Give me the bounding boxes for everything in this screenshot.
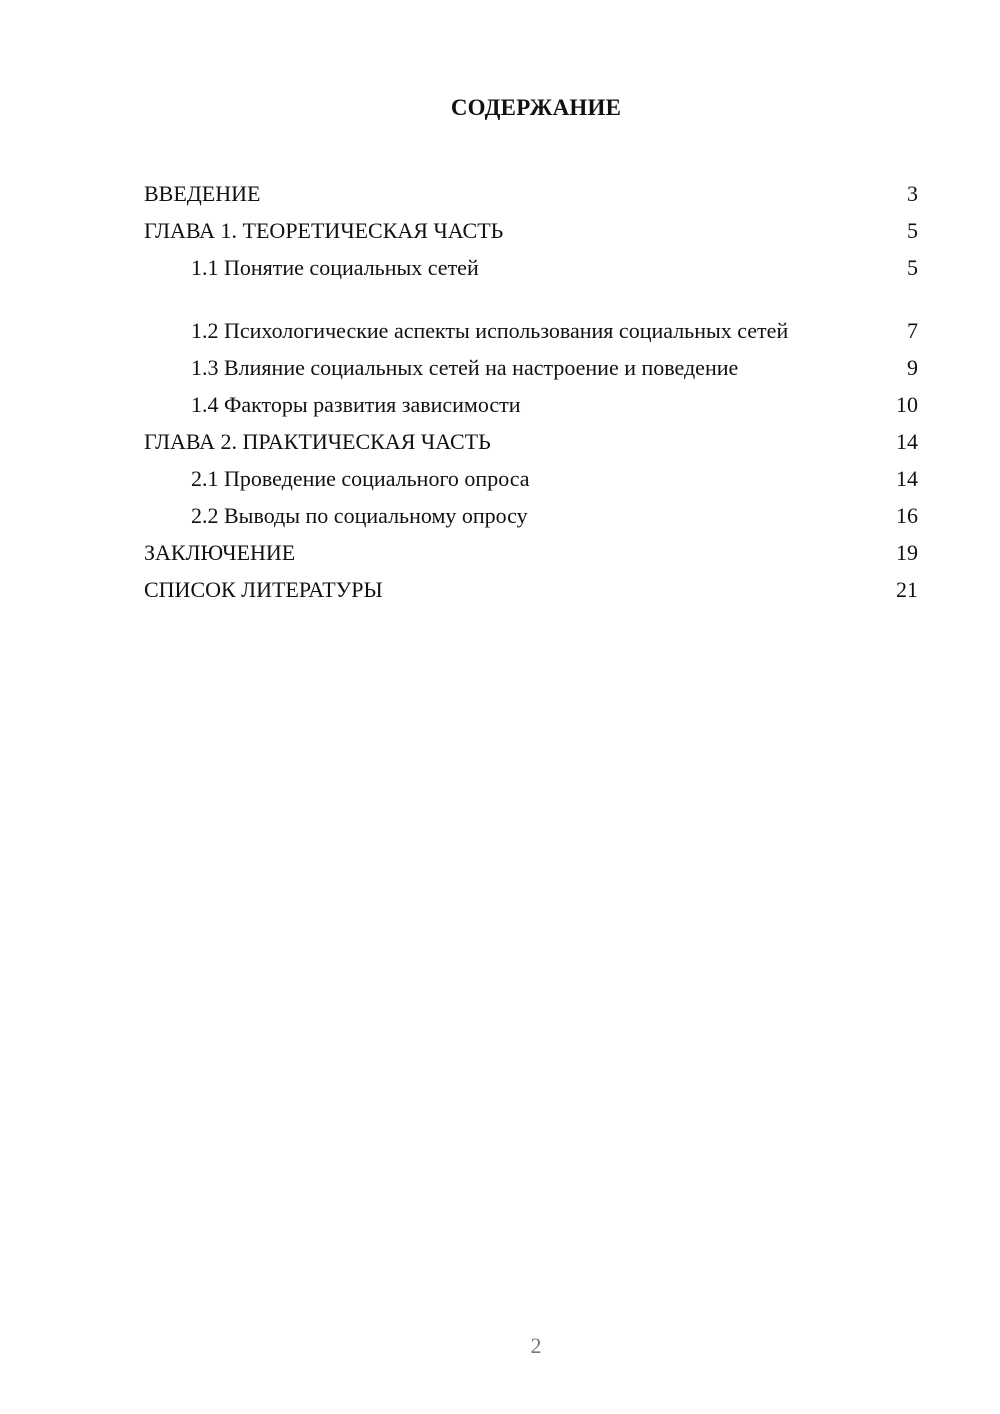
toc-entry-label: 1.2 Психологические аспекты использования социальных сетей xyxy=(191,318,789,343)
toc-entry-section-1-4[interactable] xyxy=(144,381,918,418)
toc-entry-label: СПИСОК ЛИТЕРАТУРЫ xyxy=(144,577,383,602)
toc-entry-label: 1.3 Влияние социальных сетей на настроение и поведение xyxy=(191,355,739,380)
toc-entry-page: 10 xyxy=(896,392,918,417)
toc-entry-label: 2.1 Проведение социального опроса xyxy=(191,466,530,491)
toc-entry-section-1-3[interactable] xyxy=(144,344,918,381)
page-number: 2 xyxy=(530,1333,542,1358)
toc-entry-page: 14 xyxy=(896,429,918,454)
toc-entry-conclusion[interactable] xyxy=(144,529,918,566)
toc-entry-chapter-1[interactable] xyxy=(144,207,918,244)
toc-entry-label: ГЛАВА 2. ПРАКТИЧЕСКАЯ ЧАСТЬ xyxy=(144,429,491,454)
toc-entry-section-2-1[interactable] xyxy=(144,455,918,492)
toc-entry-page: 5 xyxy=(907,218,918,243)
toc-entry-label: 2.2 Выводы по социальному опросу xyxy=(191,503,528,528)
toc-entry-label: 1.1 Понятие социальных сетей xyxy=(191,255,479,280)
toc-entry-label: ВВЕДЕНИЕ xyxy=(144,181,261,206)
toc-entry-section-2-2[interactable] xyxy=(144,492,918,529)
toc-entry-section-1-2[interactable] xyxy=(144,281,918,344)
toc-entry-label: ЗАКЛЮЧЕНИЕ xyxy=(144,540,296,565)
toc-entry-introduction[interactable] xyxy=(144,170,918,207)
toc-entry-page: 19 xyxy=(896,540,918,565)
toc-entry-chapter-2[interactable] xyxy=(144,418,918,455)
toc-entry-page: 3 xyxy=(907,181,918,206)
table-of-contents xyxy=(144,170,918,603)
toc-entry-page: 21 xyxy=(896,577,918,602)
toc-entry-references[interactable] xyxy=(144,566,918,603)
toc-entry-page: 14 xyxy=(896,466,918,491)
toc-entry-label: ГЛАВА 1. ТЕОРЕТИЧЕСКАЯ ЧАСТЬ xyxy=(144,218,504,243)
toc-entry-page: 9 xyxy=(907,355,918,380)
toc-entry-label: 1.4 Факторы развития зависимости xyxy=(191,392,521,417)
page-title: СОДЕРЖАНИЕ xyxy=(450,95,622,120)
toc-entry-page: 7 xyxy=(907,318,918,343)
toc-entry-page: 5 xyxy=(907,255,918,280)
toc-entry-page: 16 xyxy=(896,503,918,528)
toc-entry-section-1-1[interactable] xyxy=(144,244,918,281)
